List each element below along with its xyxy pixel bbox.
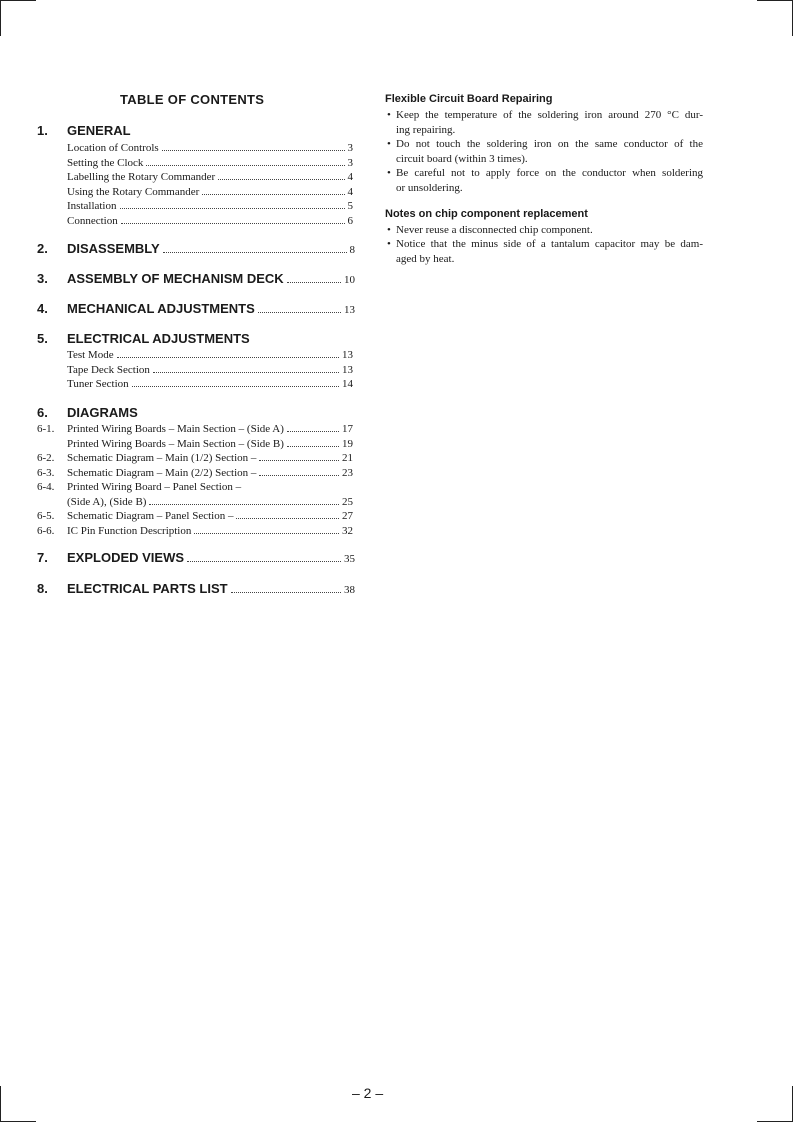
bullet-icon: •: [387, 167, 391, 179]
toc-entry[interactable]: [37, 494, 353, 508]
toc-entry[interactable]: [37, 508, 353, 522]
entry-title: Setting the Clock: [67, 156, 144, 169]
entry-number: 6-1.: [37, 423, 55, 435]
toc-entry[interactable]: [37, 523, 353, 537]
notes-heading: Notes on chip component replacement: [385, 208, 588, 220]
entry-number: 6-4.: [37, 481, 55, 493]
section-number: 4.: [37, 301, 48, 316]
entry-title: Printed Wiring Boards – Main Section – (Side A): [67, 423, 284, 435]
toc-entry[interactable]: [37, 376, 353, 390]
entry-title: Using the Rotary Commander: [67, 185, 200, 198]
toc-section-heading[interactable]: [37, 549, 355, 565]
crop-mark-top-right: [757, 0, 793, 1]
bullet-text-line: Keep the temperature of the soldering iron around 270 °C dur-: [396, 109, 703, 121]
entry-number: 6-6.: [37, 524, 55, 537]
toc-entry[interactable]: [37, 140, 353, 154]
dot-leader: [149, 504, 339, 505]
entry-page: 23: [342, 466, 353, 479]
section-title: DISASSEMBLY: [67, 241, 160, 256]
bullet-text-line: Notice that the minus side of a tantalum capacitor may be dam-: [396, 238, 703, 250]
section-page: 13: [344, 304, 355, 316]
toc-entry[interactable]: [37, 436, 353, 450]
entry-title: Tuner Section: [67, 378, 129, 390]
entry-page: 5: [347, 200, 353, 212]
entry-number: 6-2.: [37, 452, 55, 464]
section-title: GENERAL: [67, 123, 131, 138]
dot-leader: [258, 312, 341, 313]
entry-title: Location of Controls: [67, 142, 159, 154]
section-title: ELECTRICAL PARTS LIST: [67, 581, 228, 596]
bullet-text-line: aged by heat.: [396, 252, 455, 265]
entry-number: 6-5.: [37, 510, 55, 522]
dot-leader: [259, 460, 339, 461]
dot-leader: [218, 179, 344, 180]
entry-number: 6-3.: [37, 466, 55, 479]
toc-section-heading[interactable]: [37, 270, 355, 286]
entry-title: Labelling the Rotary Commander: [67, 171, 216, 183]
notes-heading: Flexible Circuit Board Repairing: [385, 93, 553, 105]
bullet-text-line: circuit board (within 3 times).: [396, 152, 528, 165]
toc-section-heading[interactable]: [37, 240, 355, 256]
toc-section-heading[interactable]: [37, 300, 355, 316]
entry-page: 13: [342, 349, 353, 361]
section-page: 8: [349, 244, 355, 256]
toc-entry[interactable]: [37, 362, 353, 376]
toc-section-heading[interactable]: [37, 122, 355, 138]
section-number: 2.: [37, 241, 48, 256]
entry-page: 19: [342, 437, 353, 450]
toc-entry[interactable]: [37, 347, 353, 361]
entry-title: (Side A), (Side B): [67, 495, 147, 508]
crop-mark-bottom-left: [0, 1086, 1, 1122]
entry-page: 25: [342, 495, 353, 508]
entry-page: 13: [342, 363, 353, 376]
dot-leader: [121, 223, 345, 224]
bullet-icon: •: [387, 138, 391, 150]
bullet-icon: •: [387, 238, 391, 250]
entry-title: Tape Deck Section: [67, 363, 150, 376]
toc-section-heading[interactable]: [37, 404, 355, 420]
section-number: 6.: [37, 405, 48, 420]
section-number: 8.: [37, 581, 48, 596]
entry-title: IC Pin Function Description: [67, 524, 192, 537]
section-page: 35: [344, 553, 355, 565]
dot-leader: [287, 446, 339, 447]
dot-leader: [120, 208, 345, 209]
entry-page: 27: [342, 510, 353, 522]
entry-page: 3: [347, 142, 353, 154]
dot-leader: [287, 431, 339, 432]
entry-title: Connection: [67, 214, 118, 227]
page-number: – 2 –: [352, 1085, 384, 1101]
toc-entry[interactable]: [37, 450, 353, 464]
section-number: 5.: [37, 331, 48, 346]
section-page: 10: [344, 274, 355, 286]
entry-page: 14: [342, 378, 353, 390]
bullet-text-line: Be careful not to apply force on the conductor when soldering: [396, 167, 703, 179]
dot-leader: [231, 592, 341, 593]
section-title: DIAGRAMS: [67, 405, 138, 420]
toc-entry[interactable]: [37, 169, 353, 183]
dot-leader: [187, 561, 341, 562]
entry-title: Installation: [67, 200, 117, 212]
entry-title: Schematic Diagram – Main (1/2) Section –: [67, 452, 257, 464]
toc-entry[interactable]: [37, 213, 353, 227]
toc-entry[interactable]: [37, 479, 353, 493]
section-page: 38: [344, 584, 355, 596]
dot-leader: [287, 282, 341, 283]
dot-leader: [117, 357, 339, 358]
dot-leader: [162, 150, 345, 151]
toc-section-heading[interactable]: [37, 580, 355, 596]
section-title: MECHANICAL ADJUSTMENTS: [67, 301, 255, 316]
bullet-text-line: ing repairing.: [396, 123, 456, 136]
section-number: 7.: [37, 550, 48, 565]
section-title: ASSEMBLY OF MECHANISM DECK: [67, 271, 284, 286]
entry-page: 32: [342, 524, 353, 537]
dot-leader: [236, 518, 339, 519]
entry-title: Schematic Diagram – Panel Section –: [67, 510, 234, 522]
entry-page: 3: [347, 156, 353, 169]
entry-title: Schematic Diagram – Main (2/2) Section –: [67, 466, 257, 479]
section-title: ELECTRICAL ADJUSTMENTS: [67, 331, 250, 346]
toc-entry[interactable]: [37, 155, 353, 169]
toc-title: TABLE OF CONTENTS: [120, 92, 265, 107]
bullet-text-line: or unsoldering.: [396, 181, 463, 194]
dot-leader: [202, 194, 344, 195]
toc-entry[interactable]: [37, 465, 353, 479]
entry-page: 21: [342, 452, 353, 464]
bullet-text-line: Do not touch the soldering iron on the same conductor of the: [396, 138, 703, 150]
toc-entry[interactable]: [37, 421, 353, 435]
entry-title: Printed Wiring Boards – Main Section – (Side B): [67, 437, 284, 450]
entry-title: Test Mode: [67, 349, 114, 361]
crop-mark-top-left: [0, 0, 1, 36]
toc-entry[interactable]: [37, 184, 353, 198]
entry-page: 6: [347, 214, 353, 227]
dot-leader: [163, 252, 347, 253]
entry-page: 17: [342, 423, 353, 435]
crop-mark-top-left: [0, 0, 36, 1]
bullet-text-line: Never reuse a disconnected chip component.: [396, 224, 593, 236]
entry-page: 4: [347, 171, 353, 183]
section-title: EXPLODED VIEWS: [67, 550, 185, 565]
toc-section-heading[interactable]: [37, 330, 355, 346]
bullet-icon: •: [387, 224, 391, 236]
bullet-icon: •: [387, 109, 391, 121]
dot-leader: [153, 372, 339, 373]
entry-page: 4: [347, 185, 353, 198]
entry-title: Printed Wiring Board – Panel Section –: [67, 481, 242, 493]
dot-leader: [132, 386, 339, 387]
section-number: 1.: [37, 123, 48, 138]
dot-leader: [146, 165, 344, 166]
section-number: 3.: [37, 271, 48, 286]
toc-entry[interactable]: [37, 198, 353, 212]
dot-leader: [194, 533, 339, 534]
dot-leader: [259, 475, 339, 476]
